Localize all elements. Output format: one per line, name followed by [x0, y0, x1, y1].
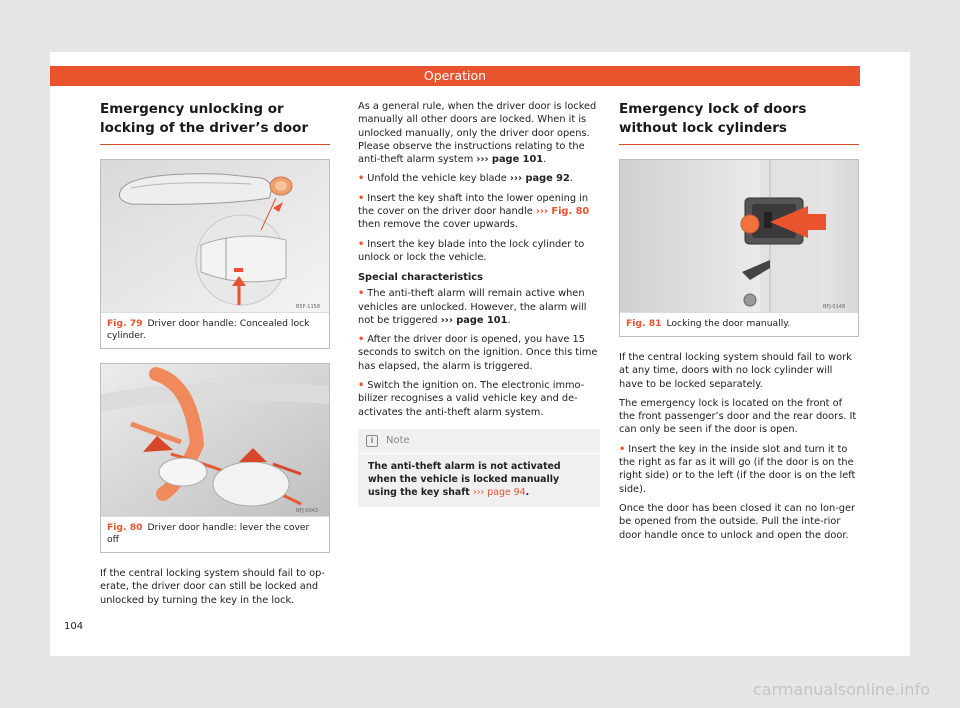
paragraph-general-rule: As a general rule, when the driver door is locked manually all other doors are locked. When it is unlocked manually, only the driver door opens. Please observe the instructions relating to the anti-theft alarm system ››› page 101.	[358, 101, 597, 166]
bullet-alarm-active: • The anti-theft alarm will remain active when vehicles are unlocked. However, the alarm will not be triggered ››› page 101.	[358, 288, 587, 326]
bullet-insert-key-slot: • Insert the key in the inside slot and turn it to the right as far as it will go (if the door is on the right side) or to the left (if the door is on the left side).	[619, 443, 856, 495]
note-end: .	[525, 486, 530, 498]
paragraph-door-closed: Once the door has been closed it can no lon-ger be opened from the outside. Pull the inte-rior door handle once to unlock and open the door.	[619, 502, 856, 541]
figure-81-text: Locking the door manually.	[666, 318, 791, 329]
note-text: The anti-theft alarm is not activated when the vehicle is locked manually using the key shaft	[368, 460, 561, 498]
figure-80-text: Driver door handle: lever the cover off	[107, 522, 310, 545]
bullet-insert-key-blade: • Insert the key blade into the lock cylinder to unlock or lock the vehicle.	[358, 238, 585, 263]
note-box	[358, 429, 600, 507]
bullet-text-tail: then remove the cover upwards.	[358, 219, 518, 231]
figure-80	[100, 363, 330, 553]
lever-cover-illustration	[101, 364, 329, 516]
note-body	[358, 454, 600, 507]
bullet-insert-key-shaft: • Insert the key shaft into the lower opening in the cover on the driver door handle ››› Fig. 80 then remove the cover upwards.	[358, 192, 590, 231]
watermark: carmanualsonline.info	[752, 680, 930, 699]
figure-code: BFJ-0148	[823, 304, 846, 310]
figure-81	[619, 159, 859, 337]
figure-80-caption	[101, 516, 329, 552]
figure-79-text: Driver door handle: Concealed lock cylinder.	[107, 318, 310, 341]
figure-code: BFJ-0042	[296, 508, 319, 514]
door-handle-illustration	[101, 160, 329, 312]
bullet-15-seconds: • After the driver door is opened, you have 15 seconds to switch on the ignition. Once this time has elapsed, the alarm is triggered.	[358, 334, 598, 372]
bullet-text: Switch the ignition on. The electronic immo-bilizer recognises a valid vehicle key and de-activates the anti-theft alarm system.	[358, 380, 585, 418]
bullet-ignition: • Switch the ignition on. The electronic immo-bilizer recognises a valid vehicle key and de-activates the anti-theft alarm system.	[358, 380, 585, 418]
link-page-94[interactable]: ››› page 94	[473, 486, 526, 498]
column-left	[100, 100, 330, 613]
section-header: Operation	[50, 66, 860, 86]
figure-79	[100, 159, 330, 349]
heading-emergency-lock: Emergency lock of doors without lock cylinders	[619, 100, 859, 145]
link-page-101b[interactable]: ››› page 101	[440, 314, 508, 326]
link-page-101[interactable]: ››› page 101	[476, 154, 544, 166]
figure-79-caption	[101, 312, 329, 348]
heading-emergency-unlocking: Emergency unlocking or locking of the driver’s door	[100, 100, 330, 145]
link-page-92[interactable]: ››› page 92	[509, 173, 570, 185]
column-middle	[358, 100, 600, 507]
paragraph-general-rule-text: As a general rule, when the driver door is locked manually all other doors are locked. When it is unlocked manually, only the driver door opens. Please observe the instructions relating to the anti-theft alarm system	[358, 101, 597, 166]
bullet-text: Insert the key in the inside slot and turn it to the right as far as it will go (if the door is on the right side) or to the left (if the door is on the left side).	[619, 443, 856, 495]
page-number: 104	[64, 621, 84, 632]
link-fig-80[interactable]: ››› Fig. 80	[535, 206, 590, 218]
bullet-text: Insert the key blade into the lock cylinder to unlock or lock the vehicle.	[358, 238, 585, 263]
column-right	[619, 100, 859, 548]
bullet-unfold-key: • Unfold the vehicle key blade ››› page 92.	[358, 173, 573, 185]
paragraph-central-locking-fail: If the central locking system should fail to op-erate, the driver door can still be locked and unlocked by turning the key in the lock.	[100, 568, 325, 606]
paragraph-no-lock-cylinder: If the central locking system should fail to work at any time, doors with no lock cylinder will have to be locked separately.	[619, 352, 852, 390]
bullet-text: Insert the key shaft into the lower opening in the cover on the driver door handle	[358, 192, 589, 218]
figure-80-number: Fig. 80	[107, 522, 143, 533]
figure-81-caption	[620, 312, 858, 336]
figure-81-number: Fig. 81	[626, 318, 662, 329]
figure-code: B5F-1158	[296, 304, 321, 310]
bullet-text: Unfold the vehicle key blade	[367, 173, 507, 185]
figure-79-number: Fig. 79	[107, 318, 143, 329]
bullet-text: After the driver door is opened, you have 15 seconds to switch on the ignition. Once this time has elapsed, the alarm is triggered.	[358, 334, 598, 372]
note-header	[358, 429, 600, 454]
paragraph-lock-location: The emergency lock is located on the front of the front passenger’s door and the rear doors. It can only be seen if the door is open.	[619, 397, 857, 436]
subheading-special: Special characteristics	[358, 272, 483, 284]
info-icon: i	[366, 435, 378, 447]
door-lock-slot-illustration	[620, 160, 858, 312]
note-title: Note	[386, 435, 410, 447]
bullet-text: The anti-theft alarm will remain active when vehicles are unlocked. However, the alarm will not be triggered	[358, 288, 587, 326]
